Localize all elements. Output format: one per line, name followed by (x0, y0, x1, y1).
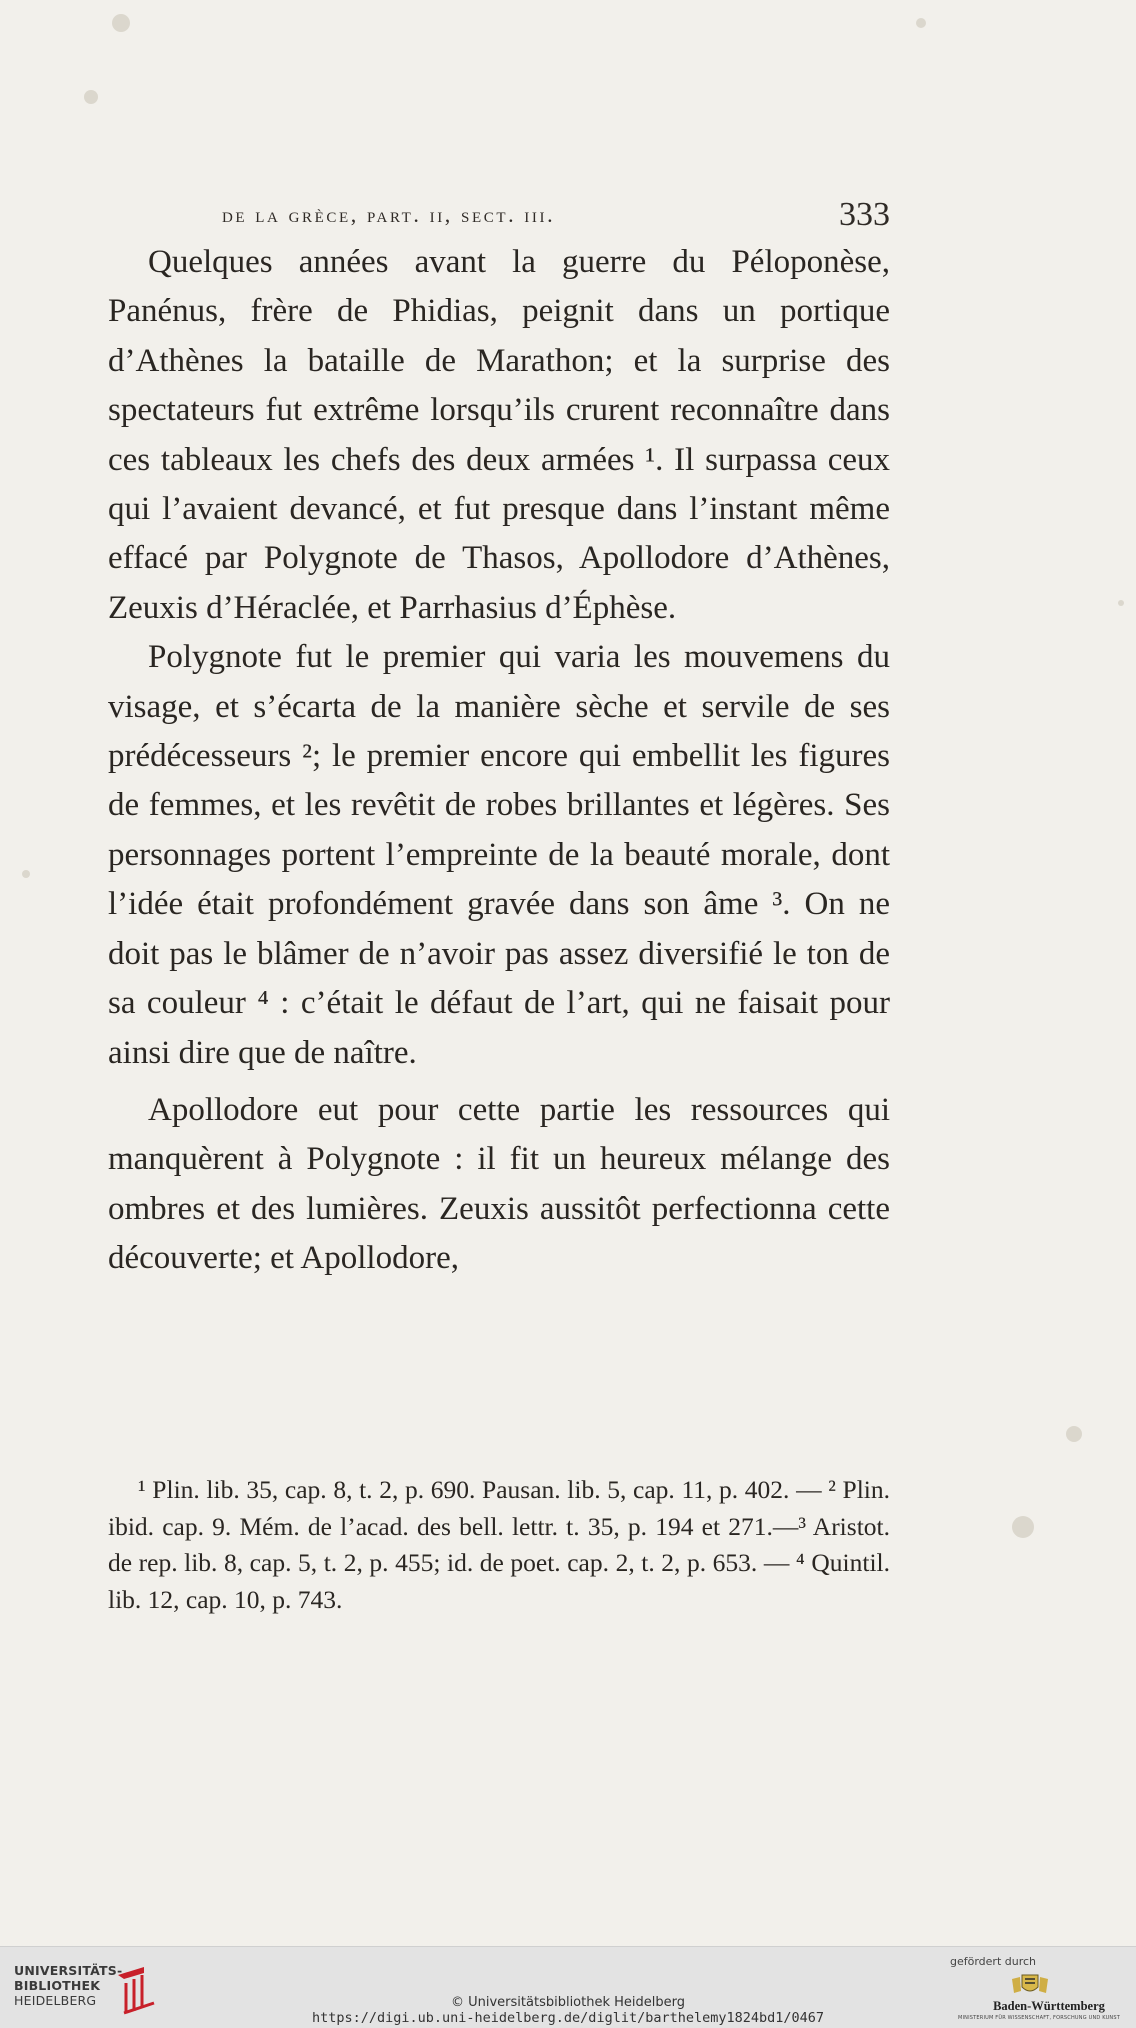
running-title: de la grèce, part. ii, sect. iii. (222, 202, 556, 227)
paper-speck (112, 14, 130, 32)
funder-name: Baden-Württemberg (993, 1999, 1105, 2013)
paper-speck (84, 90, 98, 104)
permalink[interactable]: https://digi.ub.uni-heidelberg.de/diglit/barthelemy1824bd1/0467 (311, 2010, 825, 2026)
main-text (108, 238, 890, 1284)
coat-of-arms-icon (1008, 1971, 1052, 1997)
library-name-line: UNIVERSITÄTS- (14, 1963, 123, 1978)
funded-by-label: gefördert durch (950, 1955, 1037, 1968)
funder-block[interactable] (946, 1955, 1126, 2025)
footnote-text: ¹ Plin. lib. 35, cap. 8, t. 2, p. 690. Pausan. lib. 5, cap. 11, p. 402. — ² Plin. ibid. cap. 9. Mém. de l’acad. des bell. lettr. t. 35, p. 194 et 271.—³ Aristot. de rep. lib. 8, cap. 5, t. 2, p. 455; id. de poet. cap. 2, t. 2, p. 653. — ⁴ Quintil. lib. 12, cap. 10, p. 743. (108, 1475, 890, 1614)
viewer-footer (0, 1946, 1136, 2028)
library-name-line: HEIDELBERG (14, 1993, 97, 2008)
copyright-notice: © Universitätsbibliothek Heidelberg (450, 1995, 685, 2010)
paragraph: Quelques années avant la guerre du Péloponèse, Panénus, frère de Phidias, peignit dans un portique d’Athènes la bataille de Marathon; et la surprise des spectateurs fut extrême lorsqu’ils crurent reconnaître dans ces tableaux les chefs des deux armées ¹. Il surpassa ceux qui l’avaient devancé, et fut presque dans l’instant même effacé par Polygnote de Thasos, Apollodore d’Athènes, Zeuxis d’Héraclée, et Parrhasius d’Éphèse. (108, 244, 890, 626)
paragraph: Apollodore eut pour cette partie les ressources qui manquèrent à Polygnote : il fit un heureux mélange des ombres et des lumières. Zeuxis aussitôt perfectionna cette découverte; et Apollodore, (108, 1091, 890, 1277)
paper-speck (1066, 1426, 1082, 1442)
library-name-line: BIBLIOTHEK (14, 1978, 101, 1993)
paragraph: Polygnote fut le premier qui varia les mouvemens du visage, et s’écarta de la manière sèche et servile de ses prédécesseurs ²; le premier encore qui embellit les figures de femmes, et les revêtit de robes brillantes et légères. Ses personnages portent l’empreinte de la beauté morale, dont l’idée était profondément gravée dans son âme ³. On ne doit pas le blâmer de n’avoir pas assez diversifié le ton de sa couleur ⁴ : c’était le défaut de l’art, qui ne faisait pour ainsi dire que de naître. (108, 639, 890, 1071)
footnotes (108, 1472, 890, 1618)
paper-speck (22, 870, 30, 878)
page-number: 333 (839, 196, 890, 233)
paper-speck (1012, 1516, 1034, 1538)
paper-speck (916, 18, 926, 28)
page-header (222, 196, 890, 232)
funder-ministry: MINISTERIUM FÜR WISSENSCHAFT, FORSCHUNG UND KUNST (957, 2015, 1121, 2021)
paper-speck (1118, 600, 1124, 606)
